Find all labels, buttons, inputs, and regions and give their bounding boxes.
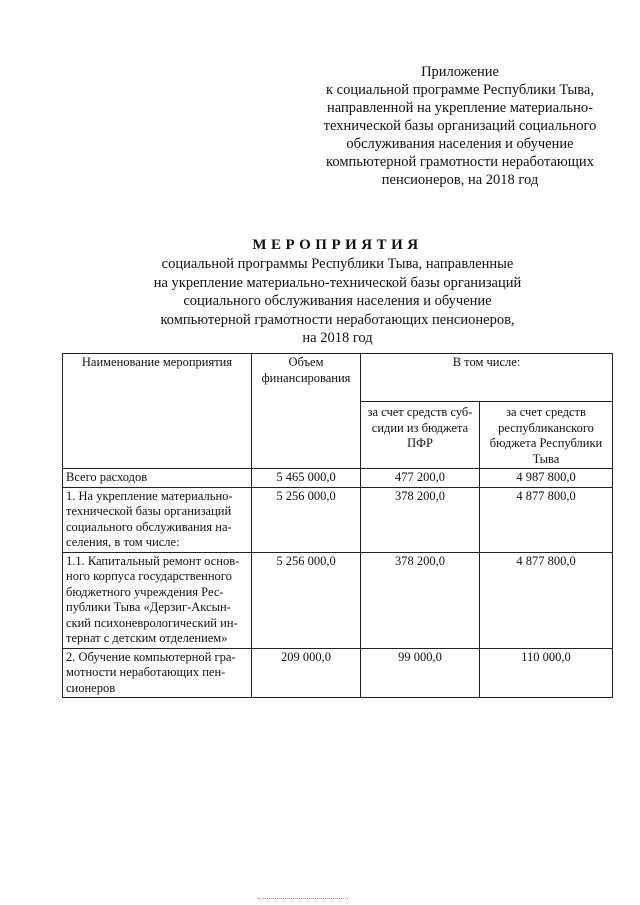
row-republic: 4 987 800,0: [480, 469, 613, 488]
table-row: [63, 552, 613, 648]
appendix-block: [300, 63, 620, 189]
row-name: 2. Обучение компьютерной гра-мотности неработающих пен-сионеров: [63, 648, 252, 698]
document-title: МЕРОПРИЯТИЯ: [252, 237, 423, 253]
document-subtitle: [0, 255, 640, 348]
row-volume: 209 000,0: [252, 648, 361, 698]
table-row: [63, 469, 613, 488]
row-pfr: 477 200,0: [361, 469, 480, 488]
row-pfr: 378 200,0: [361, 487, 480, 552]
subtitle-line: социального обслуживания населения и обучение: [183, 293, 492, 309]
subtitle-line: компьютерной грамотности неработающих пенсионеров,: [160, 311, 515, 328]
row-republic: 110 000,0: [480, 648, 613, 698]
header-republic: за счет средств республиканского бюджета Республики Тыва: [480, 402, 613, 469]
header-pfr: за счет средств суб-сидии из бюджета ПФР: [361, 402, 480, 469]
subtitle-line: на 2018 год: [302, 330, 373, 346]
row-pfr: 99 000,0: [361, 648, 480, 698]
row-volume: 5 256 000,0: [252, 552, 361, 648]
row-republic: 4 877 800,0: [480, 487, 613, 552]
header-name: Наименование мероприятия: [63, 354, 252, 469]
appendix-line: технической базы организаций социального: [323, 118, 597, 134]
appendix-line: пенсионеров, на 2018 год: [381, 172, 539, 188]
table-row: [63, 487, 613, 552]
subtitle-line: социальной программы Республики Тыва, направленные: [161, 256, 514, 272]
table-row: [63, 648, 613, 698]
appendix-line: Приложение: [421, 64, 499, 80]
row-republic: 4 877 800,0: [480, 552, 613, 648]
row-pfr: 378 200,0: [361, 552, 480, 648]
row-volume: 5 465 000,0: [252, 469, 361, 488]
appendix-line: компьютерной грамотности неработающих: [326, 154, 594, 170]
subtitle-line: на укрепление материально-технической базы организаций: [153, 274, 522, 291]
row-name: 1. На укрепление материально-технической базы организаций социального обслуживания на-селения, в том числе:: [63, 487, 252, 552]
header-including: В том числе:: [361, 354, 613, 402]
activities-table: [62, 353, 613, 698]
row-volume: 5 256 000,0: [252, 487, 361, 552]
row-name: 1.1. Капитальный ремонт основ-ного корпуса государственного бюджетного учреждения Рес-публики Тыва «Дерзиг-Аксын-ский психоневрологический ин-тернат с детским отделением»: [63, 552, 252, 648]
row-name: Всего расходов: [63, 469, 252, 488]
appendix-line: к социальной программе Республики Тыва,: [326, 82, 594, 98]
header-volume: Объем финансирования: [252, 354, 361, 469]
scan-artifact: [258, 898, 348, 901]
appendix-line: обслуживания населения и обучение: [346, 136, 574, 152]
appendix-line: направленной на укрепление материально-: [327, 100, 593, 116]
